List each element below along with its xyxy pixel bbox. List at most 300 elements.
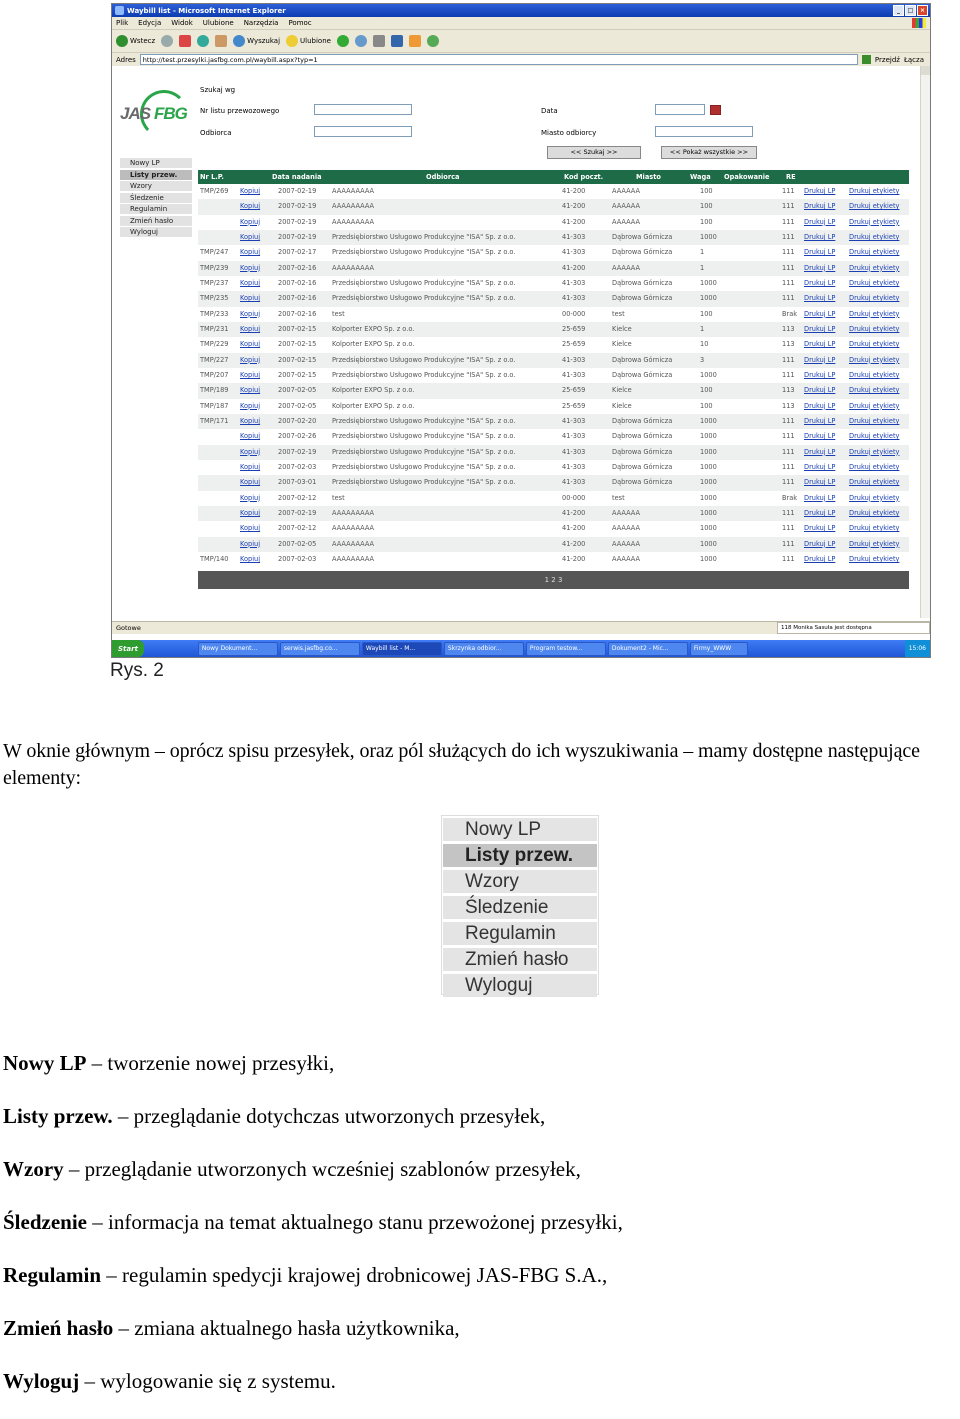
packaging-code: 111 — [782, 248, 795, 257]
weight: 1000 — [700, 370, 717, 379]
go-button[interactable]: Przejdź — [874, 55, 900, 64]
table-row — [198, 506, 909, 521]
city: Kielce — [612, 340, 632, 349]
weight: 1000 — [700, 554, 717, 563]
print-waybill-link[interactable]: Drukuj LP — [804, 309, 836, 318]
send-date: 2007-02-15 — [278, 324, 317, 333]
recipient: Przedsiębiorstwo Usługowo Produkcyjne "ISA" Sp. z o.o. — [332, 447, 516, 456]
copy-link[interactable]: Kopiuj — [240, 493, 261, 502]
table-row — [198, 368, 909, 383]
vertical-scrollbar[interactable] — [920, 66, 930, 618]
weight: 1 — [700, 248, 705, 257]
taskbar-button[interactable]: serwis.jasfbg.co... — [280, 642, 360, 656]
city: AAAAAA — [612, 217, 640, 226]
print-waybill-link[interactable]: Drukuj LP — [804, 370, 836, 379]
print-labels-link[interactable]: Drukuj etykiety — [849, 462, 900, 471]
left-menu-item[interactable]: Wyloguj — [120, 227, 192, 237]
packaging-code: 111 — [782, 370, 795, 379]
packaging-code: 111 — [782, 202, 795, 211]
weight: 100 — [700, 217, 713, 226]
copy-link[interactable]: Kopiuj — [240, 478, 261, 487]
table-row — [198, 245, 909, 260]
close-icon[interactable]: × — [917, 5, 928, 16]
print-labels-link[interactable]: Drukuj etykiety — [849, 432, 900, 441]
tools-button[interactable] — [427, 35, 439, 47]
table-row — [198, 445, 909, 460]
send-date: 2007-02-16 — [278, 294, 317, 303]
print-waybill-link[interactable]: Drukuj LP — [804, 324, 836, 333]
waybill-number: TMP/229 — [200, 340, 229, 349]
send-date: 2007-02-12 — [278, 493, 317, 502]
postal-code: 25-659 — [562, 340, 586, 349]
menu-closeup-item: Śledzenie — [443, 896, 597, 919]
postal-code: 25-659 — [562, 386, 586, 395]
address-bar — [112, 53, 930, 67]
copy-link[interactable]: Kopiuj — [240, 416, 261, 425]
waybill-number: TMP/237 — [200, 278, 229, 287]
weight: 1000 — [700, 294, 717, 303]
print-waybill-link[interactable]: Drukuj LP — [804, 248, 836, 257]
packaging-code: 113 — [782, 386, 795, 395]
column-header[interactable]: Odbiorca — [426, 173, 460, 181]
print-labels-link[interactable]: Drukuj etykiety — [849, 447, 900, 456]
print-waybill-link[interactable]: Drukuj LP — [804, 217, 836, 226]
print-labels-link[interactable]: Drukuj etykiety — [849, 232, 900, 241]
web-page — [112, 66, 920, 618]
postal-code: 25-659 — [562, 324, 586, 333]
copy-link[interactable]: Kopiuj — [240, 294, 261, 303]
print-labels-link[interactable]: Drukuj etykiety — [849, 554, 900, 563]
recipient: AAAAAAAAA — [332, 508, 375, 517]
definition-term: Śledzenie — [3, 1210, 87, 1234]
print-waybill-link[interactable]: Drukuj LP — [804, 278, 836, 287]
copy-link[interactable]: Kopiuj — [240, 232, 261, 241]
print-labels-link[interactable]: Drukuj etykiety — [849, 340, 900, 349]
send-date: 2007-02-15 — [278, 355, 317, 364]
left-menu-item[interactable]: Listy przew. — [120, 170, 192, 180]
weight: 1000 — [700, 416, 717, 425]
city: Dąbrowa Górnicza — [612, 447, 673, 456]
print-labels-link[interactable]: Drukuj etykiety — [849, 202, 900, 211]
date-label: Data — [541, 107, 558, 115]
left-menu-item[interactable]: Zmień hasło — [120, 216, 192, 226]
weight: 10 — [700, 340, 709, 349]
address-input[interactable]: http://test.przesylki.jasfbg.com.pl/waybill.aspx?typ=1 — [140, 54, 858, 65]
weight: 1000 — [700, 508, 717, 517]
recipient: Przedsiębiorstwo Usługowo Produkcyjne "ISA" Sp. z o.o. — [332, 478, 516, 487]
home-icon — [215, 35, 227, 47]
definition-text: – zmiana aktualnego hasła użytkownika, — [113, 1316, 460, 1340]
history-icon — [337, 35, 349, 47]
print-labels-link[interactable]: Drukuj etykiety — [849, 493, 900, 502]
print-labels-link[interactable]: Drukuj etykiety — [849, 324, 900, 333]
print-waybill-link[interactable]: Drukuj LP — [804, 416, 836, 425]
status-notification: 118 Monika Sasuła jest dostępna — [777, 622, 930, 634]
copy-link[interactable]: Kopiuj — [240, 248, 261, 257]
print-waybill-link[interactable]: Drukuj LP — [804, 462, 836, 471]
send-date: 2007-02-16 — [278, 309, 317, 318]
recipient: Przedsiębiorstwo Usługowo Produkcyjne "ISA" Sp. z o.o. — [332, 248, 516, 257]
copy-link[interactable]: Kopiuj — [240, 539, 261, 548]
city: Kielce — [612, 401, 632, 410]
column-header[interactable]: RE — [786, 173, 796, 181]
weight: 1000 — [700, 524, 717, 533]
send-date: 2007-02-19 — [278, 508, 317, 517]
recipient: test — [332, 493, 345, 502]
city: Dąbrowa Górnicza — [612, 416, 673, 425]
start-button[interactable]: Start — [112, 640, 144, 657]
search-panel — [198, 66, 918, 166]
maximize-icon[interactable]: □ — [905, 5, 916, 16]
waybill-number: TMP/247 — [200, 248, 229, 257]
menu-item[interactable]: Widok — [171, 19, 193, 27]
table-row — [198, 291, 909, 306]
menu-closeup-item: Wyloguj — [443, 974, 597, 997]
postal-code: 41-200 — [562, 187, 586, 195]
postal-code: 41-303 — [562, 232, 586, 241]
copy-link[interactable]: Kopiuj — [240, 508, 261, 517]
city: AAAAAA — [612, 263, 640, 272]
print-waybill-link[interactable]: Drukuj LP — [804, 508, 836, 517]
print-labels-link[interactable]: Drukuj etykiety — [849, 278, 900, 287]
definition-text: – przeglądanie dotychczas utworzonych przesyłek, — [112, 1104, 546, 1128]
weight: 100 — [700, 309, 713, 318]
print-waybill-link[interactable]: Drukuj LP — [804, 447, 836, 456]
printer-icon — [373, 35, 385, 47]
copy-link[interactable]: Kopiuj — [240, 432, 261, 441]
print-labels-link[interactable]: Drukuj etykiety — [849, 309, 900, 318]
notes-icon — [409, 35, 421, 47]
definition-text: – regulamin spedycji krajowej drobnicowej JAS-FBG S.A., — [101, 1263, 608, 1287]
menu-closeup-item: Zmień hasło — [443, 948, 597, 971]
packaging-code: 111 — [782, 462, 795, 471]
send-date: 2007-02-12 — [278, 524, 317, 533]
table-row — [198, 383, 909, 398]
print-labels-link[interactable]: Drukuj etykiety — [849, 416, 900, 425]
taskbar-button[interactable]: Program testow... — [526, 642, 606, 656]
print-labels-link[interactable]: Drukuj etykiety — [849, 187, 900, 195]
weight: 1000 — [700, 478, 717, 487]
weight: 1000 — [700, 539, 717, 548]
table-row — [198, 337, 909, 352]
table-row — [198, 230, 909, 245]
table-row — [198, 399, 909, 414]
print-labels-link[interactable]: Drukuj etykiety — [849, 355, 900, 364]
print-labels-link[interactable]: Drukuj etykiety — [849, 524, 900, 533]
recipient-label: Odbiorca — [200, 129, 232, 137]
city: test — [612, 309, 625, 318]
scroll-up-icon[interactable] — [921, 66, 930, 75]
print-waybill-link[interactable]: Drukuj LP — [804, 493, 836, 502]
definition-list — [3, 1048, 953, 1419]
table-row — [198, 199, 909, 214]
copy-link[interactable]: Kopiuj — [240, 263, 261, 272]
recipient: AAAAAAAAA — [332, 217, 375, 226]
postal-code: 41-200 — [562, 217, 586, 226]
copy-link[interactable]: Kopiuj — [240, 278, 261, 287]
menu-closeup-item: Wzory — [443, 870, 597, 893]
print-labels-link[interactable]: Drukuj etykiety — [849, 539, 900, 548]
taskbar-button[interactable]: Skrzynka odbior... — [444, 642, 524, 656]
recipient: Przedsiębiorstwo Usługowo Produkcyjne "ISA" Sp. z o.o. — [332, 232, 516, 241]
copy-link[interactable]: Kopiuj — [240, 202, 261, 211]
print-waybill-link[interactable]: Drukuj LP — [804, 355, 836, 364]
menu-item[interactable]: Narzędzia — [243, 19, 279, 27]
definition-term: Regulamin — [3, 1263, 102, 1287]
search-button[interactable]: Wyszukaj — [233, 35, 280, 47]
send-date: 2007-02-19 — [278, 232, 317, 241]
left-menu-item[interactable]: Wzory — [120, 181, 192, 191]
menu-item[interactable]: Plik — [116, 19, 129, 27]
table-row — [198, 537, 909, 552]
print-waybill-link[interactable]: Drukuj LP — [804, 202, 836, 211]
print-labels-link[interactable]: Drukuj etykiety — [849, 263, 900, 272]
packaging-code: 111 — [782, 416, 795, 425]
city: Kielce — [612, 386, 632, 395]
city: AAAAAA — [612, 187, 640, 195]
pager[interactable]: 1 2 3 — [198, 571, 909, 589]
refresh-button[interactable] — [197, 35, 209, 47]
city: Kielce — [612, 324, 632, 333]
search-button[interactable]: << Szukaj >> — [547, 146, 641, 159]
definition-term: Wyloguj — [3, 1369, 80, 1393]
print-waybill-link[interactable]: Drukuj LP — [804, 539, 836, 548]
menu-closeup — [441, 815, 599, 995]
menu-closeup-item: Nowy LP — [443, 818, 597, 841]
definition-item — [3, 1260, 953, 1313]
definition-text: – tworzenie nowej przesyłki, — [86, 1051, 335, 1075]
print-waybill-link[interactable]: Drukuj LP — [804, 294, 836, 303]
postal-code: 00-000 — [562, 493, 586, 502]
favorites-button[interactable]: Ulubione — [286, 35, 331, 47]
definition-item — [3, 1207, 953, 1260]
packaging-code: 111 — [782, 554, 795, 563]
table-row — [198, 429, 909, 444]
city: Dąbrowa Górnicza — [612, 232, 673, 241]
table-row — [198, 460, 909, 475]
packaging-code: 113 — [782, 324, 795, 333]
table-row — [198, 414, 909, 429]
taskbar — [112, 640, 930, 657]
column-header[interactable]: Nr L.P. — [200, 173, 224, 181]
calendar-icon[interactable] — [710, 105, 721, 115]
back-arrow-icon — [116, 35, 128, 47]
definition-item — [3, 1048, 953, 1101]
waybill-number: TMP/269 — [200, 187, 229, 195]
weight: 1000 — [700, 232, 717, 241]
postal-code: 41-303 — [562, 478, 586, 487]
column-header[interactable]: Data nadania — [272, 173, 322, 181]
stop-button[interactable] — [179, 35, 191, 47]
send-date: 2007-02-19 — [278, 187, 317, 195]
taskbar-button[interactable]: Waybill list - M... — [362, 642, 442, 656]
definition-term: Nowy LP — [3, 1051, 87, 1075]
packaging-code: 111 — [782, 217, 795, 226]
city: Dąbrowa Górnicza — [612, 248, 673, 257]
copy-link[interactable]: Kopiuj — [240, 462, 261, 471]
column-header[interactable]: Kod poczt. — [564, 173, 604, 181]
city: test — [612, 493, 625, 502]
menu-item[interactable]: Ulubione — [202, 19, 234, 27]
taskbar-button[interactable]: Dokument2 - Mic... — [608, 642, 688, 656]
print-waybill-link[interactable]: Drukuj LP — [804, 386, 836, 395]
copy-link[interactable]: Kopiuj — [240, 524, 261, 533]
ie-icon — [115, 6, 124, 15]
taskbar-button[interactable]: Firmy_WWW — [690, 642, 748, 656]
waybill-number: TMP/227 — [200, 355, 229, 364]
status-text: Gotowe — [116, 624, 141, 632]
waybill-number-label: Nr listu przewozowego — [200, 107, 280, 115]
send-date: 2007-02-20 — [278, 416, 317, 425]
print-waybill-link[interactable]: Drukuj LP — [804, 432, 836, 441]
waybill-number: TMP/189 — [200, 386, 229, 395]
browser-window-screenshot — [111, 3, 931, 658]
city-input[interactable] — [655, 126, 753, 137]
copy-link[interactable]: Kopiuj — [240, 355, 261, 364]
send-date: 2007-02-05 — [278, 539, 317, 548]
recipient-input[interactable] — [314, 126, 412, 137]
definition-item — [3, 1313, 953, 1366]
print-button[interactable] — [373, 35, 385, 47]
definition-term: Listy przew. — [3, 1104, 113, 1128]
menu-closeup-item: Listy przew. — [443, 844, 597, 867]
print-labels-link[interactable]: Drukuj etykiety — [849, 508, 900, 517]
waybill-number: TMP/233 — [200, 309, 229, 318]
postal-code: 41-303 — [562, 416, 586, 425]
weight: 1000 — [700, 493, 717, 502]
weight: 100 — [700, 202, 713, 211]
menu-item[interactable]: Pomoc — [288, 19, 312, 27]
send-date: 2007-02-03 — [278, 462, 317, 471]
print-waybill-link[interactable]: Drukuj LP — [804, 340, 836, 349]
history-button[interactable] — [337, 35, 349, 47]
postal-code: 41-200 — [562, 508, 586, 517]
weight: 1000 — [700, 462, 717, 471]
copy-link[interactable]: Kopiuj — [240, 447, 261, 456]
stop-icon — [179, 35, 191, 47]
copy-link[interactable]: Kopiuj — [240, 386, 261, 395]
copy-link[interactable]: Kopiuj — [240, 401, 261, 410]
postal-code: 41-200 — [562, 539, 586, 548]
waybill-number: TMP/140 — [200, 554, 229, 563]
messenger-button[interactable] — [409, 35, 421, 47]
weight: 3 — [700, 355, 705, 364]
table-row — [198, 307, 909, 322]
packaging-code: 111 — [782, 539, 795, 548]
waybill-number-input[interactable] — [314, 104, 412, 115]
send-date: 2007-02-17 — [278, 248, 317, 257]
city: AAAAAA — [612, 554, 640, 563]
city: Dąbrowa Górnicza — [612, 462, 673, 471]
print-waybill-link[interactable]: Drukuj LP — [804, 478, 836, 487]
table-row — [198, 552, 909, 567]
packaging-code: 111 — [782, 508, 795, 517]
print-labels-link[interactable]: Drukuj etykiety — [849, 401, 900, 410]
menu-item[interactable]: Edycja — [138, 19, 162, 27]
print-labels-link[interactable]: Drukuj etykiety — [849, 370, 900, 379]
jasfbg-logo: JAS FBG — [120, 80, 186, 154]
print-waybill-link[interactable]: Drukuj LP — [804, 524, 836, 533]
print-waybill-link[interactable]: Drukuj LP — [804, 263, 836, 272]
status-bar — [112, 621, 931, 634]
city: Dąbrowa Górnicza — [612, 355, 673, 364]
copy-link[interactable]: Kopiuj — [240, 217, 261, 226]
system-tray — [905, 640, 930, 657]
packaging-code: Brak — [782, 309, 798, 318]
intro-paragraph: W oknie głównym – oprócz spisu przesyłek, oraz pól służących do ich wyszukiwania – mamy dostępne następujące elementy: — [3, 740, 920, 789]
copy-link[interactable]: Kopiuj — [240, 187, 261, 195]
city: Dąbrowa Górnicza — [612, 432, 673, 441]
print-labels-link[interactable]: Drukuj etykiety — [849, 478, 900, 487]
menu-closeup-item: Regulamin — [443, 922, 597, 945]
word-button[interactable] — [391, 35, 403, 47]
city: Dąbrowa Górnicza — [612, 478, 673, 487]
send-date: 2007-02-03 — [278, 554, 317, 563]
column-header[interactable]: Miasto — [636, 173, 661, 181]
copy-link[interactable]: Kopiuj — [240, 340, 261, 349]
waybill-number: TMP/235 — [200, 294, 229, 303]
mail-button[interactable] — [355, 35, 367, 47]
column-header[interactable]: Waga — [690, 173, 711, 181]
show-all-button[interactable]: << Pokaż wszystkie >> — [661, 146, 757, 159]
go-arrow-icon[interactable] — [862, 55, 871, 64]
print-waybill-link[interactable]: Drukuj LP — [804, 187, 836, 195]
links-label[interactable]: Łącza — [903, 55, 924, 64]
definition-text: – przeglądanie utworzonych wcześniej szablonów przesyłek, — [63, 1157, 581, 1181]
table-row — [198, 261, 909, 276]
print-labels-link[interactable]: Drukuj etykiety — [849, 217, 900, 226]
recipient: AAAAAAAAA — [332, 539, 375, 548]
print-labels-link[interactable]: Drukuj etykiety — [849, 386, 900, 395]
city: AAAAAA — [612, 524, 640, 533]
copy-link[interactable]: Kopiuj — [240, 370, 261, 379]
print-labels-link[interactable]: Drukuj etykiety — [849, 294, 900, 303]
recipient: Kolporter EXPO Sp. z o.o. — [332, 324, 415, 333]
back-button[interactable]: Wstecz — [116, 35, 155, 47]
left-menu-item[interactable]: Nowy LP — [120, 158, 192, 168]
title-bar — [112, 4, 930, 17]
recipient: AAAAAAAAA — [332, 187, 375, 195]
print-waybill-link[interactable]: Drukuj LP — [804, 232, 836, 241]
table-row — [198, 215, 909, 230]
taskbar-button[interactable]: Nowy Dokument... — [198, 642, 278, 656]
figure-caption: Rys. 2 — [110, 660, 164, 681]
search-title: Szukaj wg — [200, 86, 236, 94]
column-header[interactable]: Opakowanie — [724, 173, 770, 181]
table-header — [198, 170, 909, 184]
postal-code: 41-200 — [562, 263, 586, 272]
minimize-icon[interactable]: _ — [893, 5, 904, 16]
copy-link[interactable]: Kopiuj — [240, 324, 261, 333]
copy-link[interactable]: Kopiuj — [240, 554, 261, 563]
copy-link[interactable]: Kopiuj — [240, 309, 261, 318]
print-labels-link[interactable]: Drukuj etykiety — [849, 248, 900, 257]
print-waybill-link[interactable]: Drukuj LP — [804, 401, 836, 410]
postal-code: 41-200 — [562, 202, 586, 211]
table-row — [198, 322, 909, 337]
forward-button[interactable] — [161, 35, 173, 47]
print-waybill-link[interactable]: Drukuj LP — [804, 554, 836, 563]
address-label: Adres — [116, 55, 136, 64]
date-input[interactable] — [655, 104, 705, 115]
home-button[interactable] — [215, 35, 227, 47]
table-row — [198, 521, 909, 536]
left-menu-item[interactable]: Śledzenie — [120, 193, 192, 203]
packaging-code: 111 — [782, 524, 795, 533]
waybill-number: TMP/171 — [200, 416, 229, 425]
left-menu-item[interactable]: Regulamin — [120, 204, 192, 214]
postal-code: 41-303 — [562, 355, 586, 364]
